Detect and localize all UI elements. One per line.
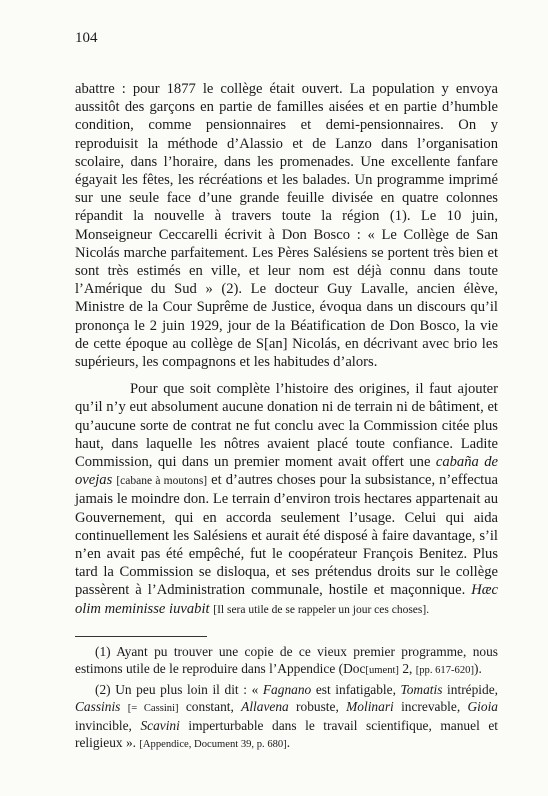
paragraph-2 [75,380,498,619]
footnote-1-text-c: ). [473,661,482,676]
page-number: 104 [75,30,98,46]
bracket-translation-2: [Il sera utile de se rappeler un jour ces choses]. [213,603,430,616]
footnote-2-text-b: est infatigable, [311,682,401,697]
footnotes [75,643,498,753]
name-molinari: Molinari [346,699,394,714]
name-cassinis: Cassinis [75,699,121,714]
paragraph-2-text-a: Pour que soit complète l’histoire des origines, il faut ajouter qu’il n’y eut absolument aucune donation ni de terrain ni de bâtiment, et qu’aucune sorte de contrat ne fut conclu avec la Commission citée plus haut, dans laquelle les nôtres avaient placé toute confiance. Ladite Commission, qui dans un premier moment avait offert une [75,381,498,471]
footnote-2-text-e: robuste, [288,699,347,714]
footnote-1 [75,643,498,679]
name-allavena: Allavena [241,699,289,714]
footnote-1-bracket-1: [ument] [365,665,399,676]
footnote-1-text: (1) Ayant pu trouver une copie de ce vieux premier programme, nous estimons utile de le reproduire dans l’Appendice (Doc [75,644,498,676]
name-tomatis: Tomatis [400,682,443,697]
footnote-2 [75,681,498,753]
body-text [75,80,498,619]
footnote-2-bracket-1: [= Cassini] [127,703,179,714]
footnote-2-text-d: constant, [178,699,242,714]
paragraph-1-text: abattre : pour 1877 le collège était ouvert. La population y envoya aussitôt des garçons en partie de familles aisées et en partie d’humble condition, comme pensionnaires et demi-pensionnaires. On y reproduisit la méthode d’Alassio et de Lanzo dans l’organisation scolaire, dans l’horaire, dans les promenades. Une excellente fanfare égayait les fêtes, les récréations et les balades. Un programme imprimé sur une seule face d’une grande feuille divisée en quatre colonnes répandit la nouvelle à travers toute la région (1). Le 10 juin, Monseigneur Ceccarelli écrivit à Don Bosco : « Le Collège de San Nicolás marche parfaitement. Les Pères Salésiens se portent très bien et sont très estimés en ville, et leur nom est déjà connu dans toute l’Amérique du Sud » (2). Le docteur Guy Lavalle, ancien élève, Ministre de la Cour Suprême de Justice, évoqua dans un discours qu’il prononça le 2 juin 1929, jour de la Béatification de Don Bosco, la vie de cette époque au collège de S[an] Nicolás, en décrivant avec brio les supérieurs, les compagnons et les habitudes d’alors. [75,81,498,371]
footnote-separator [75,636,207,637]
footnote-1-bracket-2: [pp. 617-620] [415,665,474,676]
footnote-2-text-f: increvable, [393,699,468,714]
name-fagnano: Fagnano [262,682,312,697]
bracket-translation-1: [cabane à moutons] [116,475,208,488]
footnote-1-text-b: 2, [398,661,416,676]
footnote-2-text-h: imperturbable dans le travail scientifique, manuel et religieux ». [75,718,498,750]
footnote-2-text-j: . [286,735,291,750]
latin-quote: Hæc olim meminisse iuvabit [75,582,498,617]
name-gioia: Gioia [467,699,498,714]
paragraph-2-text-b: et d’autres choses pour la subsistance, n’effectua jamais le moindre don. Le terrain d’environ trois hectares appartenait au Gouvernement, qui en accorda seulement l’usage. Celui qui aida continuellement les Salésiens et aurait été disposé à faire davantage, s’il n’en avait pas été empêché, fut le coopérateur François Benitez. Plus tard la Commission se disloqua, et ses prétendus droits sur le collège passèrent à l’Administration communale, hostile et maçonnique. [75,472,498,599]
footnote-2-text-g: invincible, [75,718,141,733]
footnote-2-text: (2) Un peu plus loin il dit : « [95,682,263,697]
paragraph-1 [75,80,498,371]
footnote-2-bracket-2: [Appendice, Document 39, p. 680] [139,739,287,750]
name-scavini: Scavini [140,718,180,733]
italic-phrase-cabana: cabaña de ovejas [75,454,498,489]
footnote-2-text-c: intrépide, [442,682,498,697]
